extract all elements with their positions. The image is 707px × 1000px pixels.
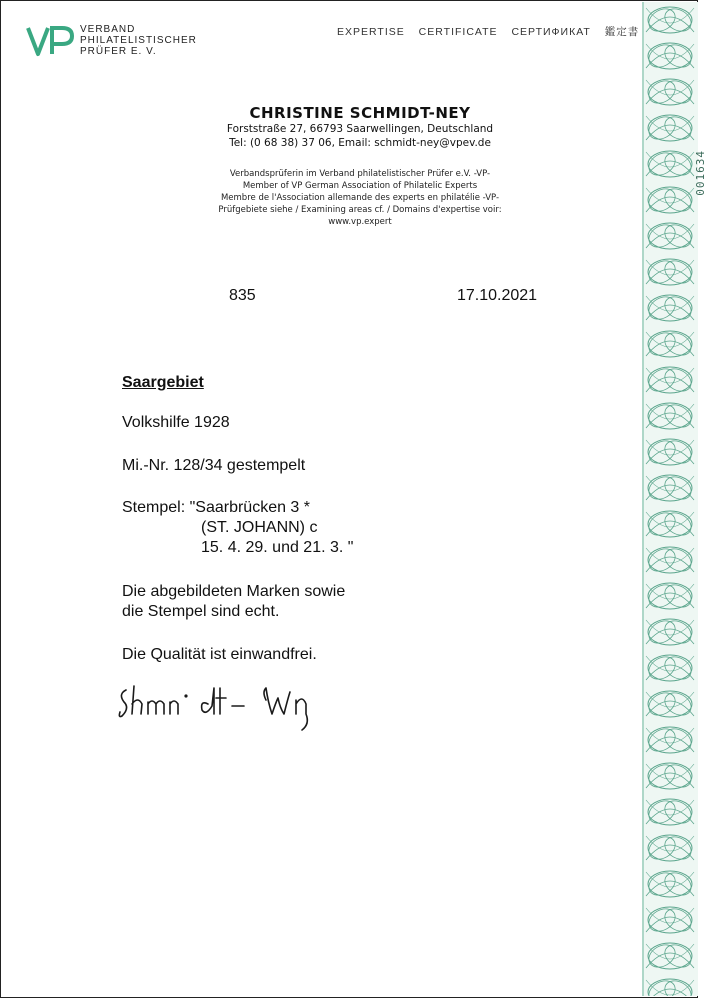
cancel-line-1: Stempel: "Saarbrücken 3 *	[122, 499, 310, 516]
header-label-japanese: 鑑定書	[604, 26, 640, 38]
organization-name-line: PHILATELISTISCHER	[80, 35, 197, 46]
certificate-date: 17.10.2021	[457, 287, 538, 304]
membership-line: Member of VP German Association of Philatelic Experts	[242, 181, 478, 191]
examiner-address: Forststraße 27, 66793 Saarwellingen, Deutschland	[226, 123, 494, 135]
organization-name-line: PRÜFER E. V.	[80, 46, 157, 57]
organization-name	[80, 24, 197, 57]
membership-statement	[150, 168, 570, 228]
handwritten-signature	[116, 678, 346, 738]
guilloche-security-strip	[642, 2, 698, 996]
membership-line: Prüfgebiete siehe / Examining areas cf. / Domains d'expertise voir:	[218, 205, 502, 215]
catalog-number: Mi.-Nr. 128/34 gestempelt	[122, 457, 306, 474]
certificate-header	[337, 24, 649, 39]
header-label-certificate: CERTIFICATE	[418, 26, 498, 38]
serial-number: 001634	[694, 150, 707, 196]
certificate-number: 835	[229, 287, 256, 304]
issue-name: Volkshilfe 1928	[122, 414, 230, 431]
quality-statement: Die Qualität ist einwandfrei.	[122, 646, 317, 663]
examiner-name: CHRISTINE SCHMIDT-NEY	[249, 104, 471, 122]
header-label-russian: СЕРТИФИКАТ	[511, 26, 591, 38]
cancel-line-2: (ST. JOHANN) c	[201, 519, 318, 536]
examiner-contact: Tel: (0 68 38) 37 06, Email: schmidt-ney@vpev.de	[229, 137, 491, 149]
examiner-block	[150, 104, 570, 150]
organization-name-line: VERBAND	[80, 24, 136, 35]
membership-line: Membre de l'Association allemande des experts en philatélie -VP-	[220, 193, 500, 203]
membership-website: www.vp.expert	[328, 217, 392, 227]
header-label-expertise: EXPERTISE	[337, 26, 405, 38]
cancel-line-3: 15. 4. 29. und 21. 3. "	[201, 539, 354, 556]
statement-line-1: Die abgebildeten Marken sowie	[122, 583, 346, 600]
vp-logo	[26, 24, 74, 58]
collecting-area-title: Saargebiet	[122, 374, 204, 391]
statement-line-2: die Stempel sind echt.	[122, 603, 280, 620]
membership-line: Verbandsprüferin im Verband philatelistischer Prüfer e.V. -VP-	[229, 169, 491, 179]
